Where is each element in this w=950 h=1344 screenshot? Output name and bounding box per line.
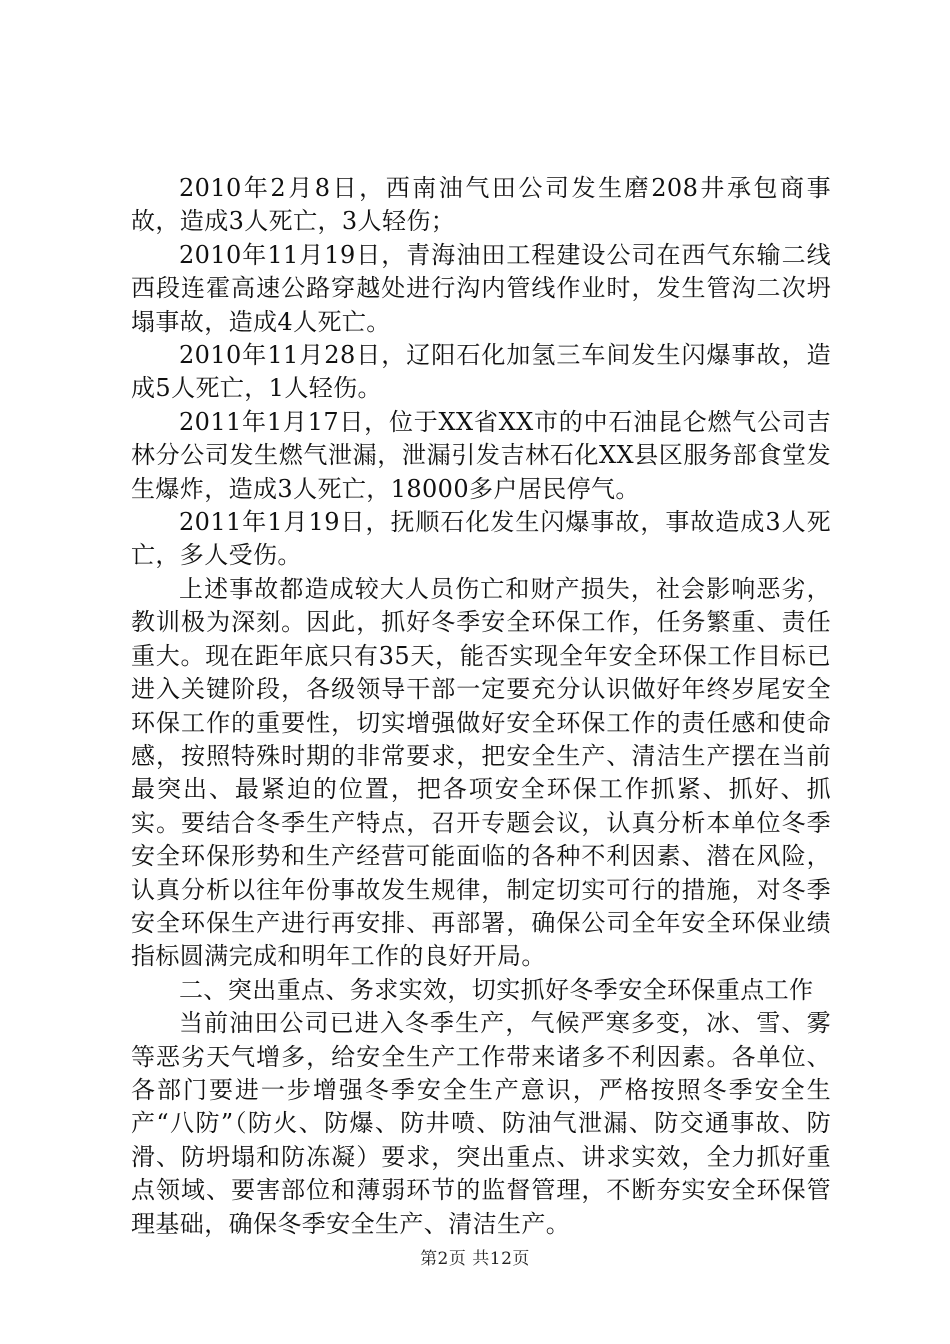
paragraph-accident-1: 2010年2月8日，西南油气田公司发生磨208井承包商事故，造成3人死亡，3人轻伤； — [131, 174, 831, 236]
paragraph-accident-4: 2011年1月17日，位于XX省XX市的中石油昆仑燃气公司吉林分公司发生燃气泄漏，泄漏引发吉林石化XX县区服务部食堂发生爆炸，造成3人死亡，18000多户居民停气。 — [131, 407, 831, 503]
paragraph-accident-3: 2010年11月28日，辽阳石化加氢三车间发生闪爆事故，造成5人死亡，1人轻伤。 — [131, 341, 831, 403]
paragraph-accident-5: 2011年1月19日，抚顺石化发生闪爆事故，事故造成3人死亡，多人受伤。 — [131, 508, 831, 570]
section-heading: 二、突出重点、务求实效，切实抓好冬季安全环保重点工作 — [179, 975, 814, 1004]
paragraph-accident-2: 2010年11月19日，青海油田工程建设公司在西气东输二线西段连霍高速公路穿越处进行沟内管线作业时，发生管沟二次坍塌事故，造成4人死亡。 — [131, 240, 831, 336]
page-footer: 第2页 共12页 — [420, 1249, 530, 1269]
paragraph-summary: 上述事故都造成较大人员伤亡和财产损失，社会影响恶劣，教训极为深刻。因此，抓好冬季安全环保工作，任务繁重、责任重大。现在距年底只有35天，能否实现全年安全环保工作目标已进入关键阶段，各级领导干部一定要充分认识做好年终岁尾安全环保工作的重要性，切实增强做好安全环保工作的责任感和使命感，按照特殊时期的非常要求，把安全生产、清洁生产摆在当前最突出、最紧迫的位置，把各项安全环保工作抓紧、抓好、抓实。要结合冬季生产特点，召开专题会议，认真分析本单位冬季安全环保形势和生产经营可能面临的各种不利因素、潜在风险，认真分析以往年份事故发生规律，制定切实可行的措施，对冬季安全环保生产进行再安排、再部署，确保公司全年安全环保业绩指标圆满完成和明年工作的良好开局。 — [131, 574, 831, 971]
document-body — [131, 172, 831, 1241]
paragraph-winter-production: 当前油田公司已进入冬季生产，气候严寒多变，冰、雪、雾等恶劣天气增多，给安全生产工作带来诸多不利因素。各单位、各部门要进一步增强冬季安全生产意识，严格按照冬季安全生产“八防”（防火、防爆、防井喷、防油气泄漏、防交通事故、防滑、防坍塌和防冻凝）要求，突出重点、讲求实效，全力抓好重点领域、要害部位和薄弱环节的监督管理，不断夯实安全环保管理基础，确保冬季安全生产、清洁生产。 — [131, 1009, 831, 1238]
